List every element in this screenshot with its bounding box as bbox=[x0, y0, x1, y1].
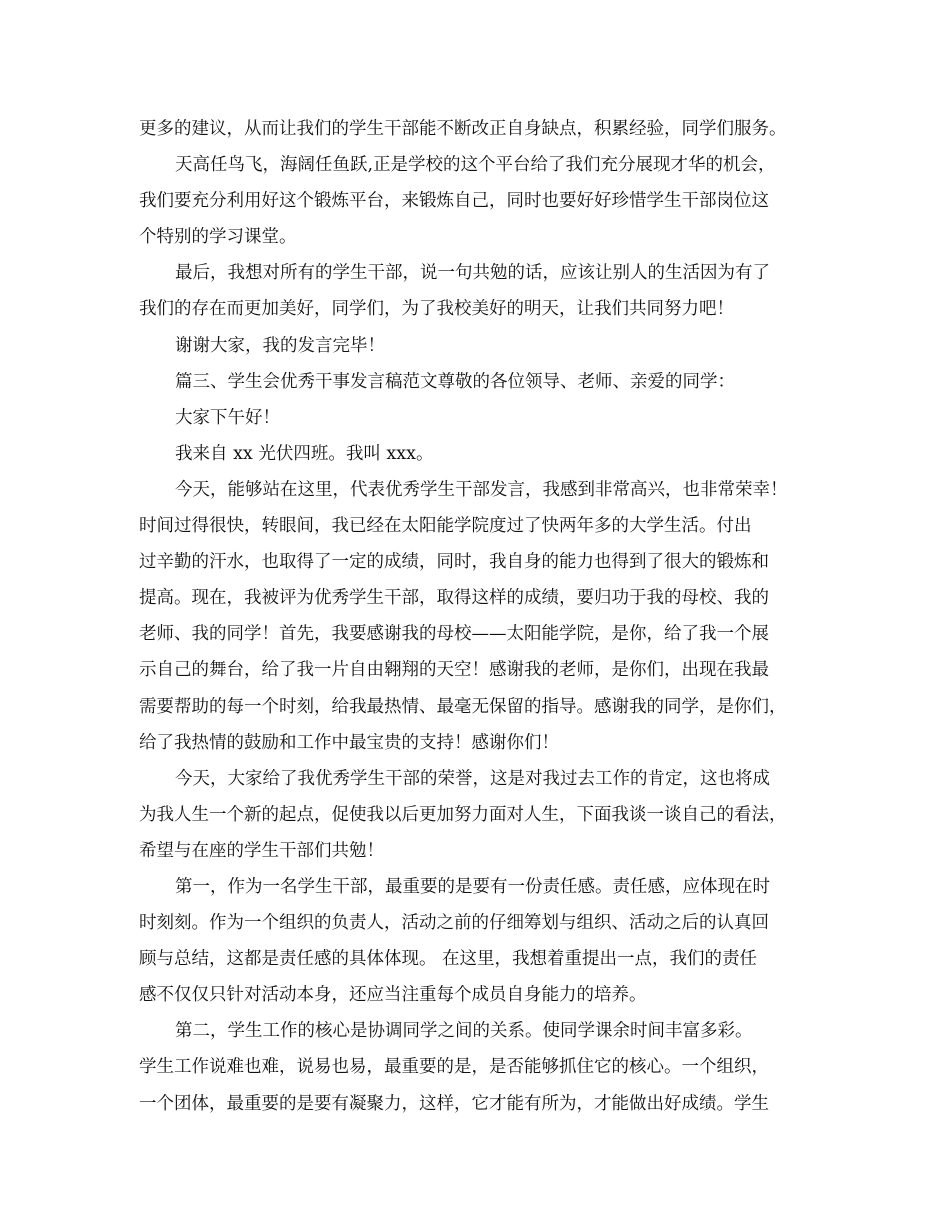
text-line: 感不仅仅只针对活动本身，还应当注重每个成员自身能力的培养。 bbox=[139, 985, 647, 1006]
text-line: 提高。现在，我被评为优秀学生干部，取得这样的成绩，要归功于我的母校、我的 bbox=[139, 588, 769, 609]
text-line: 我们的存在而更加美好，同学们，为了我校美好的明天，让我们共同努力吧！ bbox=[139, 299, 734, 320]
text-line: 天高任鸟飞，海阔任鱼跃,正是学校的这个平台给了我们充分展现才华的机会， bbox=[175, 155, 776, 176]
text-line: 今天，能够站在这里，代表优秀学生干部发言，我感到非常高兴，也非常荣幸！ bbox=[175, 479, 788, 500]
text-line: 希望与在座的学生干部们共勉！ bbox=[139, 840, 384, 861]
text-line: 今天，大家给了我优秀学生干部的荣誉，这是对我过去工作的肯定，这也将成 bbox=[175, 768, 770, 789]
text-line: 时刻刻。作为一个组织的负责人，活动之前的仔细筹划与组织、活动之后的认真回 bbox=[139, 913, 769, 934]
text-line: 时间过得很快，转眼间，我已经在太阳能学院度过了快两年多的大学生活。付出 bbox=[139, 516, 752, 537]
text-line: 第二，学生工作的核心是协调同学之间的关系。使同学课余时间丰富多彩。 bbox=[175, 1021, 753, 1042]
text-line: 篇三、学生会优秀干事发言稿范文尊敬的各位领导、老师、亲爱的同学： bbox=[175, 371, 735, 392]
text-line: 最后，我想对所有的学生干部，说一句共勉的话，应该让别人的生活因为有了 bbox=[175, 263, 770, 284]
text-line: 需要帮助的每一个时刻，给我最热情、最毫无保留的指导。感谢我的同学，是你们， bbox=[139, 696, 787, 717]
text-line: 学生工作说难也难，说易也易，最重要的是，是否能够抓住它的核心。一个组织， bbox=[139, 1057, 769, 1078]
text-line: 我们要充分利用好这个锻炼平台，来锻炼自己，同时也要好好珍惜学生干部岗位这 bbox=[139, 191, 769, 212]
text-line: 示自己的舞台，给了我一片自由翱翔的天空！感谢我的老师，是你们，出现在我最 bbox=[139, 660, 769, 681]
text-line: 更多的建议，从而让我们的学生干部能不断改正自身缺点，积累经验，同学们服务。 bbox=[139, 119, 787, 139]
document-body bbox=[139, 111, 819, 1122]
text-line: 谢谢大家，我的发言完毕！ bbox=[175, 335, 385, 356]
text-line: 过辛勤的汗水，也取得了一定的成绩，同时，我自身的能力也得到了很大的锻炼和 bbox=[139, 552, 769, 573]
text-line: 一个团体，最重要的是要有凝聚力，这样，它才能有所为，才能做出好成绩。学生 bbox=[139, 1093, 769, 1114]
text-line: 大家下午好！ bbox=[175, 407, 280, 428]
text-line: 第一，作为一名学生干部，最重要的是要有一份责任感。责任感，应体现在时 bbox=[175, 876, 770, 897]
text-line: 为我人生一个新的起点，促使我以后更加努力面对人生，下面我谈一谈自己的看法， bbox=[139, 804, 787, 825]
text-line: 顾与总结，这都是责任感的具体体现。 在这里，我想着重提出一点，我们的责任 bbox=[139, 949, 758, 970]
text-line: 个特别的学习课堂。 bbox=[139, 227, 297, 248]
text-line: 给了我热情的鼓励和工作中最宝贵的支持！感谢你们！ bbox=[139, 732, 559, 753]
text-line: 老师、我的同学！首先，我要感谢我的母校——太阳能学院，是你，给了我一个展 bbox=[139, 624, 769, 645]
text-line: 我来自 xx 光伏四班。我叫 xxx。 bbox=[175, 443, 434, 464]
